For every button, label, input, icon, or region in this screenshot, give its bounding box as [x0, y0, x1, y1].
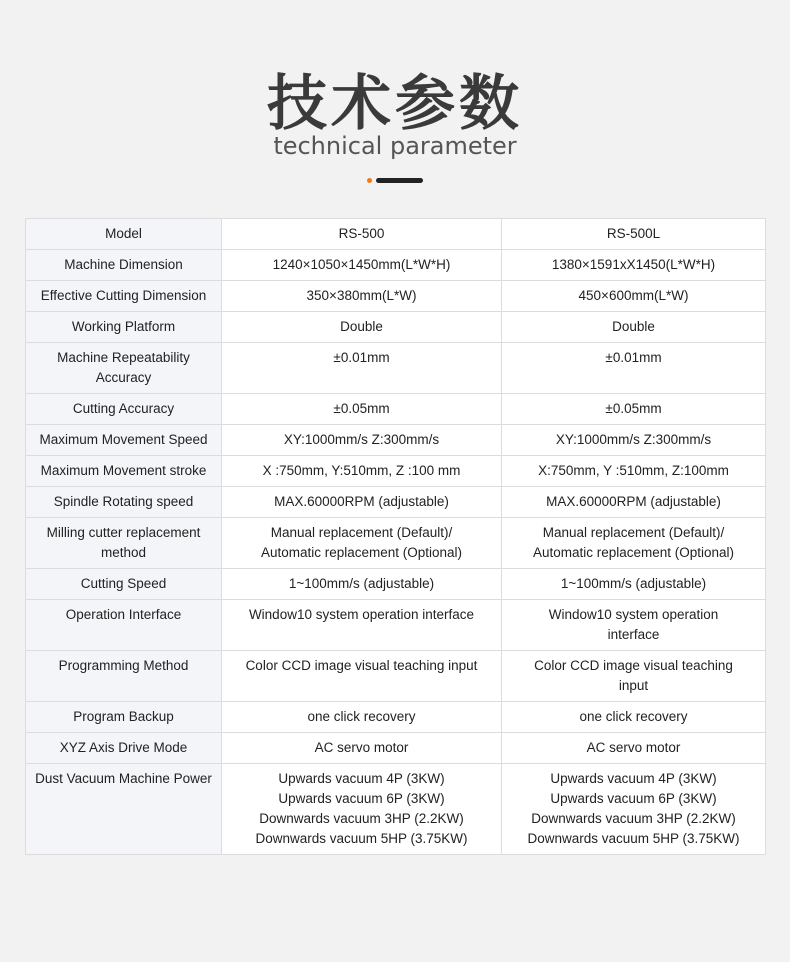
table-row: [26, 250, 766, 281]
table-row: [26, 456, 766, 487]
table-row: [26, 569, 766, 600]
table-row: [26, 600, 766, 651]
spec-label-cell: Machine Repeatability Accuracy: [26, 343, 222, 394]
table-row: [26, 425, 766, 456]
spec-value-rs500: Window10 system operation interface: [222, 600, 502, 651]
spec-value-rs500: ±0.01mm: [222, 343, 502, 394]
spec-value-rs500l: 1380×1591xX1450(L*W*H): [502, 250, 766, 281]
spec-value-rs500: X :750mm, Y:510mm, Z :100 mm: [222, 456, 502, 487]
spec-label-cell: Operation Interface: [26, 600, 222, 651]
spec-value-rs500l: Color CCD image visual teaching input: [502, 651, 766, 702]
table-row: [26, 764, 766, 855]
spec-label-cell: Program Backup: [26, 702, 222, 733]
spec-value-rs500: Manual replacement (Default)/ Automatic replacement (Optional): [222, 518, 502, 569]
spec-label-cell: Spindle Rotating speed: [26, 487, 222, 518]
spec-value-rs500: AC servo motor: [222, 733, 502, 764]
spec-table-body: [26, 219, 766, 855]
spec-value-rs500: 350×380mm(L*W): [222, 281, 502, 312]
accent-dot: [367, 178, 372, 183]
table-row: [26, 343, 766, 394]
table-row: [26, 651, 766, 702]
spec-value-rs500l: one click recovery: [502, 702, 766, 733]
spec-label-cell: Maximum Movement stroke: [26, 456, 222, 487]
table-row: [26, 219, 766, 250]
spec-label-cell: Machine Dimension: [26, 250, 222, 281]
table-row: [26, 733, 766, 764]
spec-value-rs500: one click recovery: [222, 702, 502, 733]
spec-value-rs500: XY:1000mm/s Z:300mm/s: [222, 425, 502, 456]
table-row: [26, 281, 766, 312]
spec-label-cell: Working Platform: [26, 312, 222, 343]
spec-label-cell: Maximum Movement Speed: [26, 425, 222, 456]
spec-value-rs500l: RS-500L: [502, 219, 766, 250]
spec-label-cell: Programming Method: [26, 651, 222, 702]
table-row: [26, 487, 766, 518]
spec-label-cell: XYZ Axis Drive Mode: [26, 733, 222, 764]
spec-table: [25, 218, 766, 855]
spec-value-rs500l: X:750mm, Y :510mm, Z:100mm: [502, 456, 766, 487]
spec-value-rs500l: 450×600mm(L*W): [502, 281, 766, 312]
spec-value-rs500l: ±0.01mm: [502, 343, 766, 394]
spec-value-rs500: RS-500: [222, 219, 502, 250]
spec-value-rs500l: MAX.60000RPM (adjustable): [502, 487, 766, 518]
accent-bar: [376, 178, 423, 183]
spec-value-rs500: MAX.60000RPM (adjustable): [222, 487, 502, 518]
spec-value-rs500l: XY:1000mm/s Z:300mm/s: [502, 425, 766, 456]
spec-value-rs500: 1240×1050×1450mm(L*W*H): [222, 250, 502, 281]
spec-label-cell: Cutting Accuracy: [26, 394, 222, 425]
spec-value-rs500l: Upwards vacuum 4P (3KW) Upwards vacuum 6P (3KW) Downwards vacuum 3HP (2.2KW) Downwards vacuum 5HP (3.75KW): [502, 764, 766, 855]
spec-label-cell: Model: [26, 219, 222, 250]
spec-value-rs500l: Double: [502, 312, 766, 343]
spec-label-cell: Effective Cutting Dimension: [26, 281, 222, 312]
spec-value-rs500l: Window10 system operation interface: [502, 600, 766, 651]
spec-value-rs500: 1~100mm/s (adjustable): [222, 569, 502, 600]
spec-value-rs500: Double: [222, 312, 502, 343]
page-title: 技术参数: [267, 69, 523, 139]
spec-value-rs500: Color CCD image visual teaching input: [222, 651, 502, 702]
spec-value-rs500l: 1~100mm/s (adjustable): [502, 569, 766, 600]
spec-value-rs500l: AC servo motor: [502, 733, 766, 764]
spec-label-cell: Milling cutter replacement method: [26, 518, 222, 569]
table-row: [26, 702, 766, 733]
page-subtitle: technical parameter: [273, 132, 517, 160]
table-row: [26, 394, 766, 425]
spec-value-rs500: ±0.05mm: [222, 394, 502, 425]
title-divider: [367, 177, 427, 183]
spec-label-cell: Cutting Speed: [26, 569, 222, 600]
spec-value-rs500l: Manual replacement (Default)/ Automatic replacement (Optional): [502, 518, 766, 569]
spec-value-rs500l: ±0.05mm: [502, 394, 766, 425]
spec-label-cell: Dust Vacuum Machine Power: [26, 764, 222, 855]
spec-value-rs500: Upwards vacuum 4P (3KW) Upwards vacuum 6P (3KW) Downwards vacuum 3HP (2.2KW) Downwards vacuum 5HP (3.75KW): [222, 764, 502, 855]
table-row: [26, 518, 766, 569]
table-row: [26, 312, 766, 343]
